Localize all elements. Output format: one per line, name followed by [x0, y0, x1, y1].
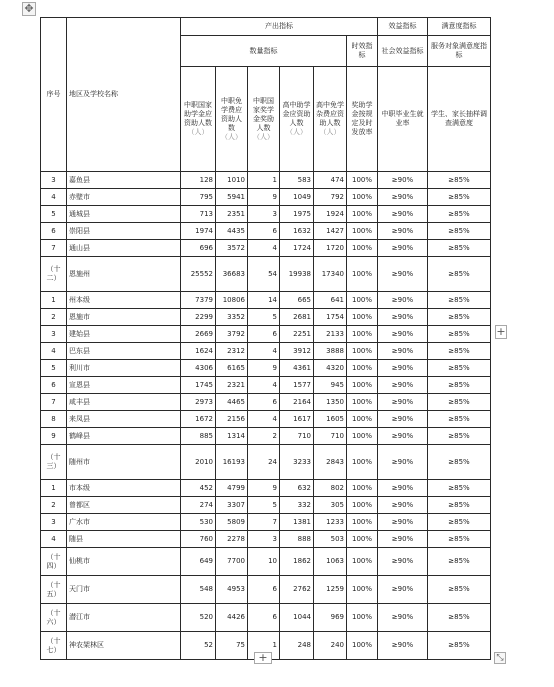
cell-rate: 100% [347, 394, 378, 411]
cell-region: 来凤县 [67, 411, 181, 428]
cell-rate: 100% [347, 343, 378, 360]
cell-rate: 100% [347, 223, 378, 240]
cell-rate: 100% [347, 257, 378, 292]
cell-col-e: 641 [314, 292, 347, 309]
cell-rate: 100% [347, 411, 378, 428]
cell-region: 州本级 [67, 292, 181, 309]
cell-seq: 5 [41, 206, 67, 223]
cell-employ: ≥90% [378, 343, 428, 360]
cell-col-c: 6 [248, 394, 280, 411]
header-seq: 序号 [41, 18, 67, 172]
cell-col-e: 503 [314, 531, 347, 548]
cell-satis: ≥85% [428, 223, 491, 240]
cell-satis: ≥85% [428, 206, 491, 223]
cell-col-c: 7 [248, 514, 280, 531]
cell-rate: 100% [347, 172, 378, 189]
cell-region: 嘉鱼县 [67, 172, 181, 189]
cell-col-d: 4361 [280, 360, 314, 377]
cell-col-a: 649 [181, 548, 216, 576]
cell-col-c: 4 [248, 343, 280, 360]
cell-seq: 1 [41, 292, 67, 309]
cell-col-c: 6 [248, 326, 280, 343]
header-timeliness: 时效指标 [347, 36, 378, 67]
cell-col-d: 3912 [280, 343, 314, 360]
cell-satis: ≥85% [428, 172, 491, 189]
table-row [41, 309, 491, 326]
table-row [41, 377, 491, 394]
cell-col-a: 713 [181, 206, 216, 223]
cell-col-d: 1724 [280, 240, 314, 257]
cell-col-d: 248 [280, 632, 314, 660]
cell-col-d: 1632 [280, 223, 314, 240]
cell-col-d: 19938 [280, 257, 314, 292]
cell-col-a: 274 [181, 497, 216, 514]
cell-satis: ≥85% [428, 309, 491, 326]
cell-seq: 3 [41, 326, 67, 343]
cell-seq: （十六） [41, 604, 67, 632]
cell-col-b: 10806 [216, 292, 248, 309]
cell-col-c: 2 [248, 428, 280, 445]
cell-satis: ≥85% [428, 428, 491, 445]
cell-col-b: 3352 [216, 309, 248, 326]
cell-employ: ≥90% [378, 632, 428, 660]
cell-col-e: 240 [314, 632, 347, 660]
cell-seq: 5 [41, 360, 67, 377]
cell-satis: ≥85% [428, 604, 491, 632]
cell-col-d: 1975 [280, 206, 314, 223]
cell-seq: 6 [41, 377, 67, 394]
cell-col-a: 7379 [181, 292, 216, 309]
cell-col-c: 3 [248, 531, 280, 548]
cell-col-b: 6165 [216, 360, 248, 377]
cell-seq: 7 [41, 240, 67, 257]
cell-seq: 7 [41, 394, 67, 411]
cell-rate: 100% [347, 548, 378, 576]
header-col-satis: 学生、家长抽样调查满意度 [428, 67, 491, 172]
cell-employ: ≥90% [378, 326, 428, 343]
cell-col-e: 792 [314, 189, 347, 206]
header-quantity: 数量指标 [181, 36, 347, 67]
cell-region: 神农架林区 [67, 632, 181, 660]
cell-satis: ≥85% [428, 632, 491, 660]
table-row [41, 394, 491, 411]
add-row-icon[interactable]: + [254, 652, 272, 664]
cell-employ: ≥90% [378, 411, 428, 428]
cell-col-e: 305 [314, 497, 347, 514]
cell-employ: ≥90% [378, 206, 428, 223]
cell-satis: ≥85% [428, 531, 491, 548]
cell-seq: （十四） [41, 548, 67, 576]
table-row [41, 223, 491, 240]
cell-seq: 3 [41, 172, 67, 189]
cell-region: 赤壁市 [67, 189, 181, 206]
cell-seq: 6 [41, 223, 67, 240]
header-col-b: 中职免学费应资助人数 （人） [216, 67, 248, 172]
cell-col-e: 1233 [314, 514, 347, 531]
cell-region: 崇阳县 [67, 223, 181, 240]
cell-region: 建始县 [67, 326, 181, 343]
cell-region: 随州市 [67, 445, 181, 480]
cell-seq: 1 [41, 480, 67, 497]
cell-col-b: 3307 [216, 497, 248, 514]
cell-rate: 100% [347, 531, 378, 548]
cell-col-d: 1617 [280, 411, 314, 428]
cell-col-d: 665 [280, 292, 314, 309]
cell-employ: ≥90% [378, 604, 428, 632]
cell-satis: ≥85% [428, 189, 491, 206]
cell-col-c: 4 [248, 411, 280, 428]
cell-employ: ≥90% [378, 514, 428, 531]
header-col-d: 高中助学金应资助人数 （人） [280, 67, 314, 172]
cell-col-d: 1862 [280, 548, 314, 576]
header-col-a: 中职国家助学金应资助人数 （人） [181, 67, 216, 172]
cell-rate: 100% [347, 292, 378, 309]
cell-col-b: 3572 [216, 240, 248, 257]
cell-col-b: 3792 [216, 326, 248, 343]
cell-col-e: 1259 [314, 576, 347, 604]
cell-col-c: 6 [248, 576, 280, 604]
cell-col-c: 1 [248, 632, 280, 660]
cell-employ: ≥90% [378, 377, 428, 394]
cell-col-b: 75 [216, 632, 248, 660]
cell-col-e: 1754 [314, 309, 347, 326]
cell-employ: ≥90% [378, 223, 428, 240]
cell-col-d: 583 [280, 172, 314, 189]
cell-region: 咸丰县 [67, 394, 181, 411]
cell-rate: 100% [347, 206, 378, 223]
table-row [41, 497, 491, 514]
header-output: 产出指标 [181, 18, 378, 36]
cell-satis: ≥85% [428, 257, 491, 292]
cell-seq: 4 [41, 189, 67, 206]
cell-col-d: 2681 [280, 309, 314, 326]
header-col-e: 高中免学杂费应资助人数 （人） [314, 67, 347, 172]
table-row [41, 514, 491, 531]
cell-col-c: 4 [248, 240, 280, 257]
cell-rate: 100% [347, 377, 378, 394]
cell-col-a: 2299 [181, 309, 216, 326]
cell-col-a: 696 [181, 240, 216, 257]
cell-col-c: 24 [248, 445, 280, 480]
cell-col-b: 2351 [216, 206, 248, 223]
table-row [41, 428, 491, 445]
cell-col-c: 54 [248, 257, 280, 292]
cell-employ: ≥90% [378, 394, 428, 411]
cell-col-c: 10 [248, 548, 280, 576]
cell-col-b: 5941 [216, 189, 248, 206]
cell-region: 广水市 [67, 514, 181, 531]
cell-col-e: 3888 [314, 343, 347, 360]
cell-rate: 100% [347, 240, 378, 257]
cell-col-d: 3233 [280, 445, 314, 480]
cell-col-b: 2321 [216, 377, 248, 394]
cell-region: 宣恩县 [67, 377, 181, 394]
cell-col-c: 3 [248, 206, 280, 223]
cell-col-e: 2843 [314, 445, 347, 480]
table-row [41, 206, 491, 223]
cell-employ: ≥90% [378, 257, 428, 292]
cell-col-b: 4426 [216, 604, 248, 632]
cell-region: 曾都区 [67, 497, 181, 514]
cell-employ: ≥90% [378, 428, 428, 445]
cell-rate: 100% [347, 326, 378, 343]
cell-satis: ≥85% [428, 360, 491, 377]
add-column-icon[interactable]: + [496, 325, 506, 338]
cell-col-c: 5 [248, 497, 280, 514]
cell-region: 利川市 [67, 360, 181, 377]
cell-col-c: 14 [248, 292, 280, 309]
cell-col-e: 1063 [314, 548, 347, 576]
cell-employ: ≥90% [378, 576, 428, 604]
cell-col-b: 4953 [216, 576, 248, 604]
table-row [41, 604, 491, 632]
cell-col-d: 1049 [280, 189, 314, 206]
cell-col-e: 802 [314, 480, 347, 497]
cell-col-a: 4306 [181, 360, 216, 377]
cell-satis: ≥85% [428, 576, 491, 604]
cell-region: 潜江市 [67, 604, 181, 632]
cell-employ: ≥90% [378, 480, 428, 497]
cell-col-a: 52 [181, 632, 216, 660]
cell-seq: 9 [41, 428, 67, 445]
cell-satis: ≥85% [428, 497, 491, 514]
cell-col-a: 530 [181, 514, 216, 531]
cell-col-c: 6 [248, 604, 280, 632]
cell-satis: ≥85% [428, 326, 491, 343]
cell-rate: 100% [347, 497, 378, 514]
table-row [41, 172, 491, 189]
cell-col-a: 520 [181, 604, 216, 632]
cell-col-a: 548 [181, 576, 216, 604]
cell-col-d: 2251 [280, 326, 314, 343]
cell-col-c: 5 [248, 309, 280, 326]
cell-col-a: 2010 [181, 445, 216, 480]
cell-col-e: 2133 [314, 326, 347, 343]
header-social-benefit: 社会效益指标 [378, 36, 428, 67]
table-row [41, 326, 491, 343]
cell-rate: 100% [347, 576, 378, 604]
header-col-employ: 中职毕业生就业率 [378, 67, 428, 172]
cell-seq: （十二） [41, 257, 67, 292]
cell-seq: （十七） [41, 632, 67, 660]
header-satisfaction: 满意度指标 [428, 18, 491, 36]
table-move-handle-icon[interactable]: ✥ [22, 2, 36, 16]
cell-employ: ≥90% [378, 548, 428, 576]
table-row [41, 360, 491, 377]
table-row [41, 240, 491, 257]
cell-region: 仙桃市 [67, 548, 181, 576]
cell-seq: （十三） [41, 445, 67, 480]
cell-satis: ≥85% [428, 394, 491, 411]
cell-col-a: 452 [181, 480, 216, 497]
table-row [41, 531, 491, 548]
table-row [41, 548, 491, 576]
cell-col-e: 1350 [314, 394, 347, 411]
cell-region: 恩施市 [67, 309, 181, 326]
cell-employ: ≥90% [378, 445, 428, 480]
header-benefit: 效益指标 [378, 18, 428, 36]
table-row [41, 480, 491, 497]
cell-employ: ≥90% [378, 497, 428, 514]
cell-col-a: 795 [181, 189, 216, 206]
cell-col-b: 2156 [216, 411, 248, 428]
cell-region: 通城县 [67, 206, 181, 223]
cell-seq: 2 [41, 497, 67, 514]
cell-col-c: 9 [248, 360, 280, 377]
cell-rate: 100% [347, 632, 378, 660]
cell-seq: 8 [41, 411, 67, 428]
cell-region: 恩施州 [67, 257, 181, 292]
cell-col-e: 945 [314, 377, 347, 394]
cell-col-d: 1577 [280, 377, 314, 394]
cell-rate: 100% [347, 604, 378, 632]
cell-rate: 100% [347, 189, 378, 206]
table-row [41, 343, 491, 360]
cell-col-a: 128 [181, 172, 216, 189]
cell-col-b: 5809 [216, 514, 248, 531]
table-row [41, 189, 491, 206]
cell-rate: 100% [347, 360, 378, 377]
cell-col-c: 1 [248, 172, 280, 189]
cell-col-d: 710 [280, 428, 314, 445]
cell-col-e: 17340 [314, 257, 347, 292]
cell-col-a: 1745 [181, 377, 216, 394]
cell-satis: ≥85% [428, 445, 491, 480]
cell-seq: 4 [41, 531, 67, 548]
cell-col-b: 7700 [216, 548, 248, 576]
cell-col-d: 332 [280, 497, 314, 514]
cell-col-b: 1010 [216, 172, 248, 189]
cell-region: 天门市 [67, 576, 181, 604]
cell-col-e: 969 [314, 604, 347, 632]
cell-satis: ≥85% [428, 292, 491, 309]
table-body [41, 172, 491, 660]
cell-col-d: 1381 [280, 514, 314, 531]
cell-col-c: 6 [248, 223, 280, 240]
cell-col-a: 1974 [181, 223, 216, 240]
cell-rate: 100% [347, 428, 378, 445]
cell-seq: 4 [41, 343, 67, 360]
cell-rate: 100% [347, 445, 378, 480]
header-col-time: 奖助学金按规定及时发放率 [347, 67, 378, 172]
cell-seq: （十五） [41, 576, 67, 604]
header-service-satisfaction: 服务对象满意度指标 [428, 36, 491, 67]
cell-region: 巴东县 [67, 343, 181, 360]
cell-satis: ≥85% [428, 480, 491, 497]
table-row [41, 292, 491, 309]
cell-rate: 100% [347, 309, 378, 326]
cell-col-e: 1605 [314, 411, 347, 428]
cell-col-e: 1924 [314, 206, 347, 223]
cell-satis: ≥85% [428, 411, 491, 428]
cell-col-b: 4465 [216, 394, 248, 411]
cell-satis: ≥85% [428, 548, 491, 576]
cell-col-a: 760 [181, 531, 216, 548]
cell-col-b: 36683 [216, 257, 248, 292]
cell-col-d: 888 [280, 531, 314, 548]
cell-region: 市本级 [67, 480, 181, 497]
cell-col-e: 4320 [314, 360, 347, 377]
cell-col-d: 1044 [280, 604, 314, 632]
cell-employ: ≥90% [378, 189, 428, 206]
cell-col-b: 2278 [216, 531, 248, 548]
cell-employ: ≥90% [378, 292, 428, 309]
table-row [41, 257, 491, 292]
table-row [41, 411, 491, 428]
cell-rate: 100% [347, 480, 378, 497]
cell-col-d: 632 [280, 480, 314, 497]
cell-col-a: 25552 [181, 257, 216, 292]
cell-col-a: 2973 [181, 394, 216, 411]
cell-col-a: 1672 [181, 411, 216, 428]
cell-col-e: 1427 [314, 223, 347, 240]
cell-col-b: 4435 [216, 223, 248, 240]
cell-col-c: 4 [248, 377, 280, 394]
cell-col-c: 9 [248, 480, 280, 497]
table-row [41, 576, 491, 604]
cell-employ: ≥90% [378, 172, 428, 189]
cell-employ: ≥90% [378, 240, 428, 257]
cell-rate: 100% [347, 514, 378, 531]
cell-employ: ≥90% [378, 309, 428, 326]
cell-col-a: 1624 [181, 343, 216, 360]
header-col-c: 中职国家奖学金奖励人数 （人） [248, 67, 280, 172]
cell-region: 鹤峰县 [67, 428, 181, 445]
cell-satis: ≥85% [428, 240, 491, 257]
cell-col-d: 2762 [280, 576, 314, 604]
cell-seq: 2 [41, 309, 67, 326]
cell-col-c: 9 [248, 189, 280, 206]
header-region: 地区及学校名称 [67, 18, 181, 172]
cell-region: 随县 [67, 531, 181, 548]
cell-col-a: 2669 [181, 326, 216, 343]
cell-employ: ≥90% [378, 531, 428, 548]
cell-col-e: 474 [314, 172, 347, 189]
cell-region: 通山县 [67, 240, 181, 257]
cell-col-b: 1314 [216, 428, 248, 445]
cell-col-b: 2312 [216, 343, 248, 360]
cell-employ: ≥90% [378, 360, 428, 377]
cell-col-d: 2164 [280, 394, 314, 411]
cell-satis: ≥85% [428, 377, 491, 394]
resize-handle-icon[interactable]: ⤡ [494, 652, 506, 664]
cell-satis: ≥85% [428, 514, 491, 531]
cell-col-b: 4799 [216, 480, 248, 497]
cell-col-b: 16193 [216, 445, 248, 480]
table-row [41, 445, 491, 480]
cell-col-a: 885 [181, 428, 216, 445]
cell-seq: 3 [41, 514, 67, 531]
cell-col-e: 1720 [314, 240, 347, 257]
funding-performance-table [40, 17, 491, 660]
cell-satis: ≥85% [428, 343, 491, 360]
cell-col-e: 710 [314, 428, 347, 445]
